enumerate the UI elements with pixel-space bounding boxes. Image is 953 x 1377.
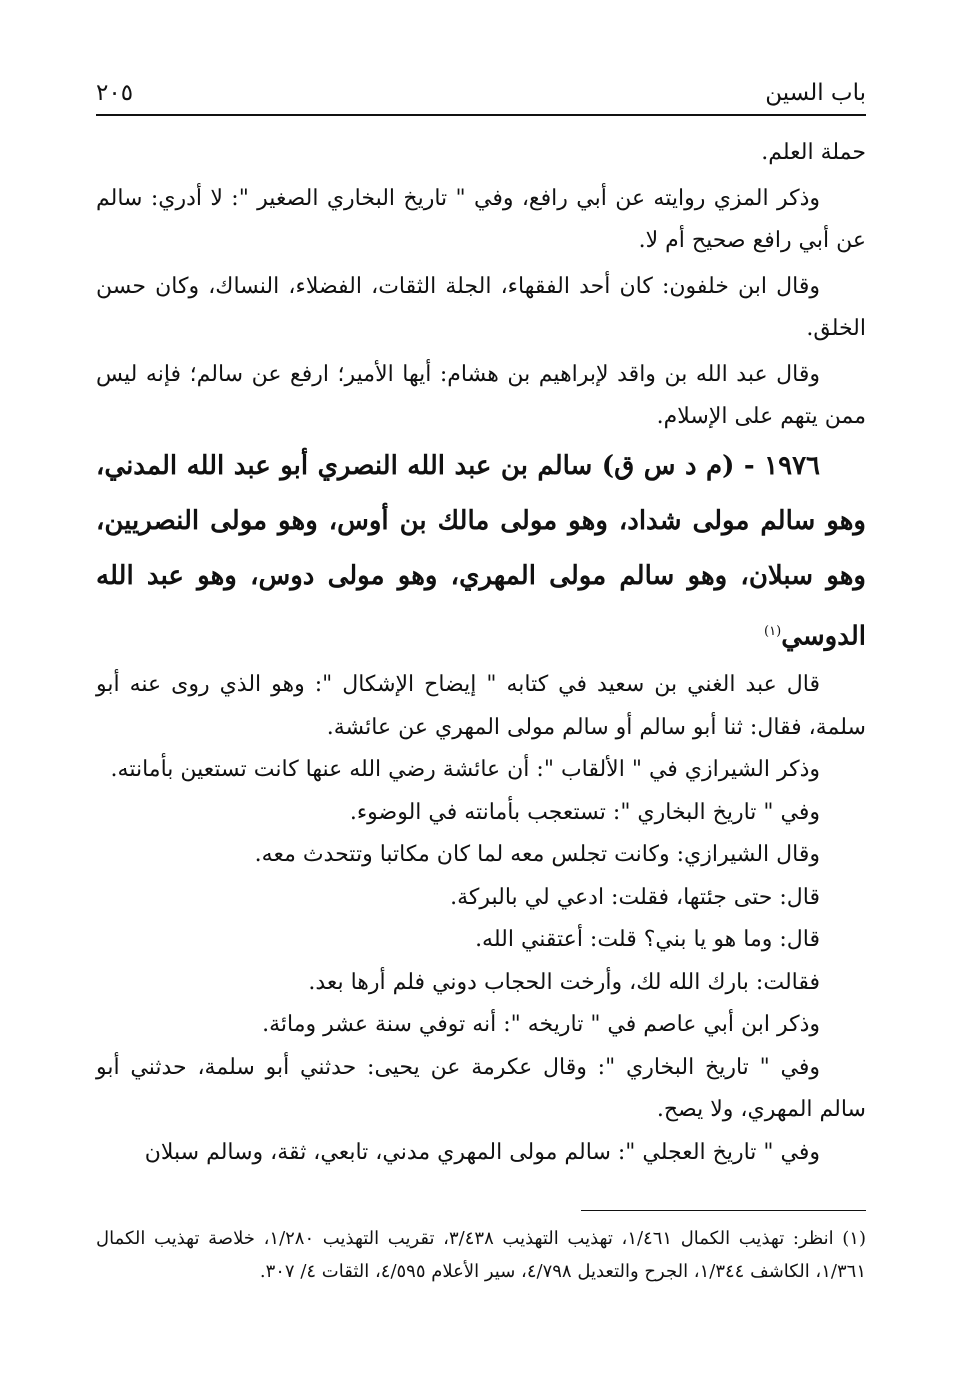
page-body [96,132,866,1174]
paragraph: وقال ابن خلفون: كان أحد الفقهاء، الجلة الثقات، الفضلاء، النساك، وكان حسن الخلق. [96,273,866,341]
paragraph: قال: حتى جئتها، فقلت: ادعي لي بالبركة. [450,884,820,910]
page-number: ٢٠٥ [96,80,134,106]
paragraph: وذكر المزي روايته عن أبي رافع، وفي " تاريخ البخاري الصغير ": لا أدري: سالم عن أبي رافع صحيح أم لا. [96,185,866,253]
paragraph: وفي " تاريخ البخاري ": وقال عكرمة عن يحيى: حدثني أبو سلمة، حدثني أبو سالم المهري، ولا يصح. [96,1054,866,1123]
footnote [96,1222,866,1288]
footnote-marker: (١) [764,623,782,639]
page-header [96,76,866,110]
paragraph: وفي " تاريخ العجلي ": سالم مولى المهري مدني، تابعي، ثقة، وسالم سبلان [144,1139,820,1165]
paragraph: وقال الشيرازي: وكانت تجلس معه لما كان مكاتبا وتتحدث معه. [254,842,820,868]
chapter-title: باب السين [765,80,866,106]
footnote-text: (١) انظر: تهذيب الكمال ١/٤٦١، تهذيب التهذيب ٣/٤٣٨، تقريب التهذيب ١/٢٨٠، خلاصة تهذيب الكمال ١/٣٦١، الكاشف ١/٣٤٤، الجرح والتعديل ٤/٧٩٨، سير الأعلام ٤/٥٩٥، الثقات ٤/ ٣٠٧. [96,1228,866,1282]
paragraph: وذكر ابن أبي عاصم في " تاريخه ": أنه توفي سنة عشر ومائة. [262,1012,820,1038]
header-rule [96,114,866,116]
footnote-rule [581,1210,866,1211]
paragraph: فقالت: بارك الله لك، وأرخت الحجاب دوني فلم أرها بعد. [308,969,820,995]
paragraph: وقال عبد الله بن واقد لإبراهيم بن هشام: أيها الأمير؛ ارفع عن سالم؛ فإنه ليس ممن يتهم على الإسلام. [96,361,866,429]
paragraph: وفي " تاريخ البخاري ": تستعجب بأمانته في الوضوء. [349,799,820,825]
entry-heading [96,439,866,665]
paragraph: حملة العلم. [761,140,866,165]
paragraph: قال: وما هو يا بني؟ قلت: أعتقني الله. [475,927,820,953]
paragraph: وذكر الشيرازي في " الألقاب ": أن عائشة رضي الله عنها كانت تستعين بأمانته. [110,757,820,783]
book-page [96,0,866,1377]
paragraph: قال عبد الغني بن سعيد في كتابه " إيضاح الإشكال ": وهو الذي روى عنه أبو سلمة، فقال: ثنا أبو سالم أو سالم مولى المهري عن عائشة. [96,672,866,740]
entry-heading-text: ١٩٧٦ - (م د س ق) سالم بن عبد الله النصري أبو عبد الله المدني، وهو سالم مولى شداد، وهو مولى مالك بن أوس، وهو مولى النصريين، وهو سبلان، وهو سالم مولى المهري، وهو مولى دوس، وهو عبد الله الدوسي [96,450,866,652]
